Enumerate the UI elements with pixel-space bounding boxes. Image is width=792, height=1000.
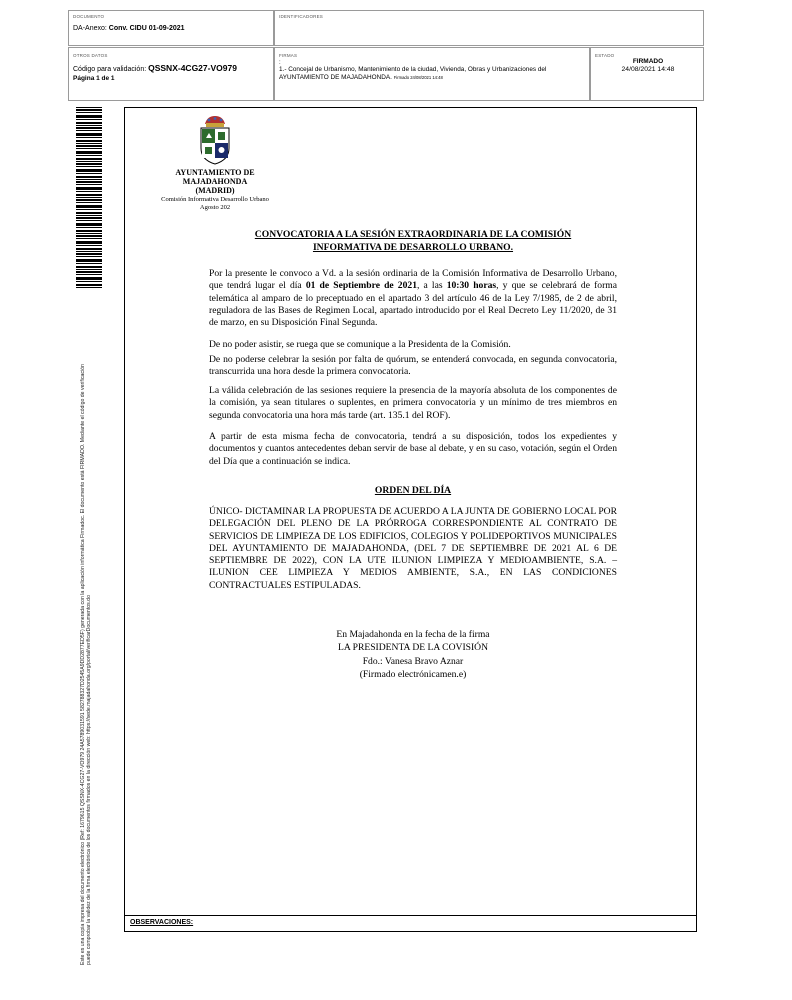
estado-box bbox=[590, 47, 704, 101]
signature-role: LA PRESIDENTA DE LA COVISIÓN bbox=[337, 642, 489, 654]
letterhead-line3: (MADRID) bbox=[195, 186, 235, 195]
letterhead-line2: MAJADAHONDA bbox=[182, 177, 248, 186]
orden-del-dia-text: ÚNICO- DICTAMINAR LA PROPUESTA DE ACUERDO A LA JUNTA DE GOBIERNO LOCAL POR DELEGACIÓN DEL PLENO DE LA PRÓRROGA CORRESPONDIENTE AL CONTRATO DE SERVICIOS DE LIMPIEZA DE LOS EDIFICIOS, COLEGIOS Y POLIDEPORTIVOS MUNICIPALES DEL AYUNTAMIENTO DE MAJADAHONDA, (DEL 7 DE SEPTIEMBRE DE 2021 AL 6 DE SEPTIEMBRE DE 2022), CON LA UTE ILUNION LIMPIEZA Y MEDIOAMBIENTE, S.A. – ILUNION CEE LIMPIEZA Y MEDIOS AMBIENTE, S.A., EN LAS CONDICIONES CONTRACTUALES ESTIPULADAS. bbox=[209, 506, 617, 591]
document-title bbox=[209, 229, 617, 254]
coat-of-arms-icon bbox=[198, 114, 232, 166]
firmas-colon: : bbox=[279, 60, 281, 66]
otros-datos-label: OTROS DATOS bbox=[73, 53, 108, 58]
paragraph-valida-celebracion: La válida celebración de las sesiones requiere la presencia de la mayoría absoluta de los componentes de la comisión, ya sean titulares o suplentes, en primera convocatoria y un mínimo de tres miembros en segunda convocatoria una hora más tarde (art. 135.1 del ROF). bbox=[209, 385, 617, 421]
title-line2: INFORMATIVA DE DESARROLLO URBANO. bbox=[312, 241, 514, 253]
side-text-line2: puede comprobar la validez de la firma electrónica de los documentos firmados en la dirección web: https://sede.majadahonda.org/portal/verificarDocumentos.do bbox=[86, 595, 93, 965]
otros-datos-box bbox=[68, 47, 274, 101]
estado-date: 24/08/2021 14:48 bbox=[621, 66, 675, 73]
signature-name: Fdo.: Vanesa Bravo Aznar bbox=[362, 655, 464, 667]
estado-label: ESTADO bbox=[595, 53, 615, 58]
signature-place: En Majadahonda en la fecha de la firma bbox=[336, 629, 490, 640]
identificadores-label: IDENTIFICADORES bbox=[279, 14, 324, 19]
paragraph-asistencia: De no poder asistir, se ruega que se comunique a la Presidenta de la Comisión. bbox=[209, 339, 511, 350]
paragraph-disposicion: A partir de esta misma fecha de convocatoria, tendrá a su disposición, todos los expedientes y documentos y cuantos antecedentes deban servir de base al debate, y en su caso, votación, según el Orden del Día que a continuación se indica. bbox=[209, 431, 617, 467]
documento-value: DA-Anexo: Conv. CIDU 01-09-2021 bbox=[73, 25, 185, 32]
verification-side-text bbox=[80, 275, 92, 965]
letterhead-line4: Comisión Informativa Desarrollo Urbano bbox=[161, 196, 269, 203]
letterhead-line1: AYUNTAMIENTO DE bbox=[175, 168, 255, 177]
estado-value: FIRMADO bbox=[632, 58, 664, 65]
title-line1: CONVOCATORIA A LA SESIÓN EXTRAORDINARIA DE LA COMISIÓN bbox=[254, 229, 572, 240]
identificadores-box bbox=[274, 10, 704, 46]
paragraph-quorum: De no poderse celebrar la sesión por falta de quórum, se entenderá convocada, en segunda convocatoria, transcurrida una hora desde la primera convocatoria. bbox=[209, 354, 617, 378]
observaciones-label: OBSERVACIONES: bbox=[130, 919, 194, 926]
letterhead-line5: Agosto 202 bbox=[199, 204, 231, 211]
signature-note: (Firmado electrónicamen.e) bbox=[359, 668, 467, 680]
signature-block bbox=[313, 628, 513, 681]
barcode bbox=[76, 107, 102, 289]
documento-label: DOCUMENTO bbox=[73, 14, 105, 19]
paragraph-convocatoria: Por la presente le convoco a Vd. a la sesión ordinaria de la Comisión Informativa de Desarrollo Urbano, que tendrá lugar el día 01 de Septiembre de 2021, a las 10:30 horas, y que se celebrará de forma telemática al amparo de lo preceptuado en el apartado 3 del artículo 46 de la Ley 7/1985, de 2 de abril, reguladora de las Bases de Regimen Local, apartado introducido por el Real Decreto Ley 11/2020, de 31 de marzo, en su Disposición Final Segunda. bbox=[209, 268, 618, 329]
documento-box bbox=[68, 10, 274, 46]
codigo-validacion: Código para validación: QSSNX-4CG27-VO979 bbox=[73, 63, 237, 73]
pagina-indicator: Página 1 de 1 bbox=[73, 75, 115, 82]
firmas-label: FIRMAS bbox=[279, 53, 298, 58]
firmas-text: 1.- Concejal de Urbanismo, Mantenimiento de la ciudad, Vivienda, Obras y Urbanizaciones del AYUNTAMIENTO DE MAJADAHONDA. Firmado 24/08/2021 14:48 bbox=[279, 66, 547, 81]
session-time: 10:30 horas bbox=[446, 280, 497, 292]
observaciones-row bbox=[125, 915, 696, 932]
document-page bbox=[124, 107, 697, 932]
firmas-box bbox=[274, 47, 590, 101]
orden-del-dia-heading: ORDEN DEL DÍA bbox=[374, 485, 452, 496]
session-date: 01 de Septiembre de 2021 bbox=[305, 280, 417, 292]
side-text-line1: Este es una copia impresa del documento electrónico (Ref: 1679615 QSSNX-4CG27-VO979 24A5789031591 582788327D2545A9DD2877ED5F) generada con la aplicación informática Firmadoc. El documento está FIRMADO. Mediante el código de verificación bbox=[80, 364, 86, 965]
